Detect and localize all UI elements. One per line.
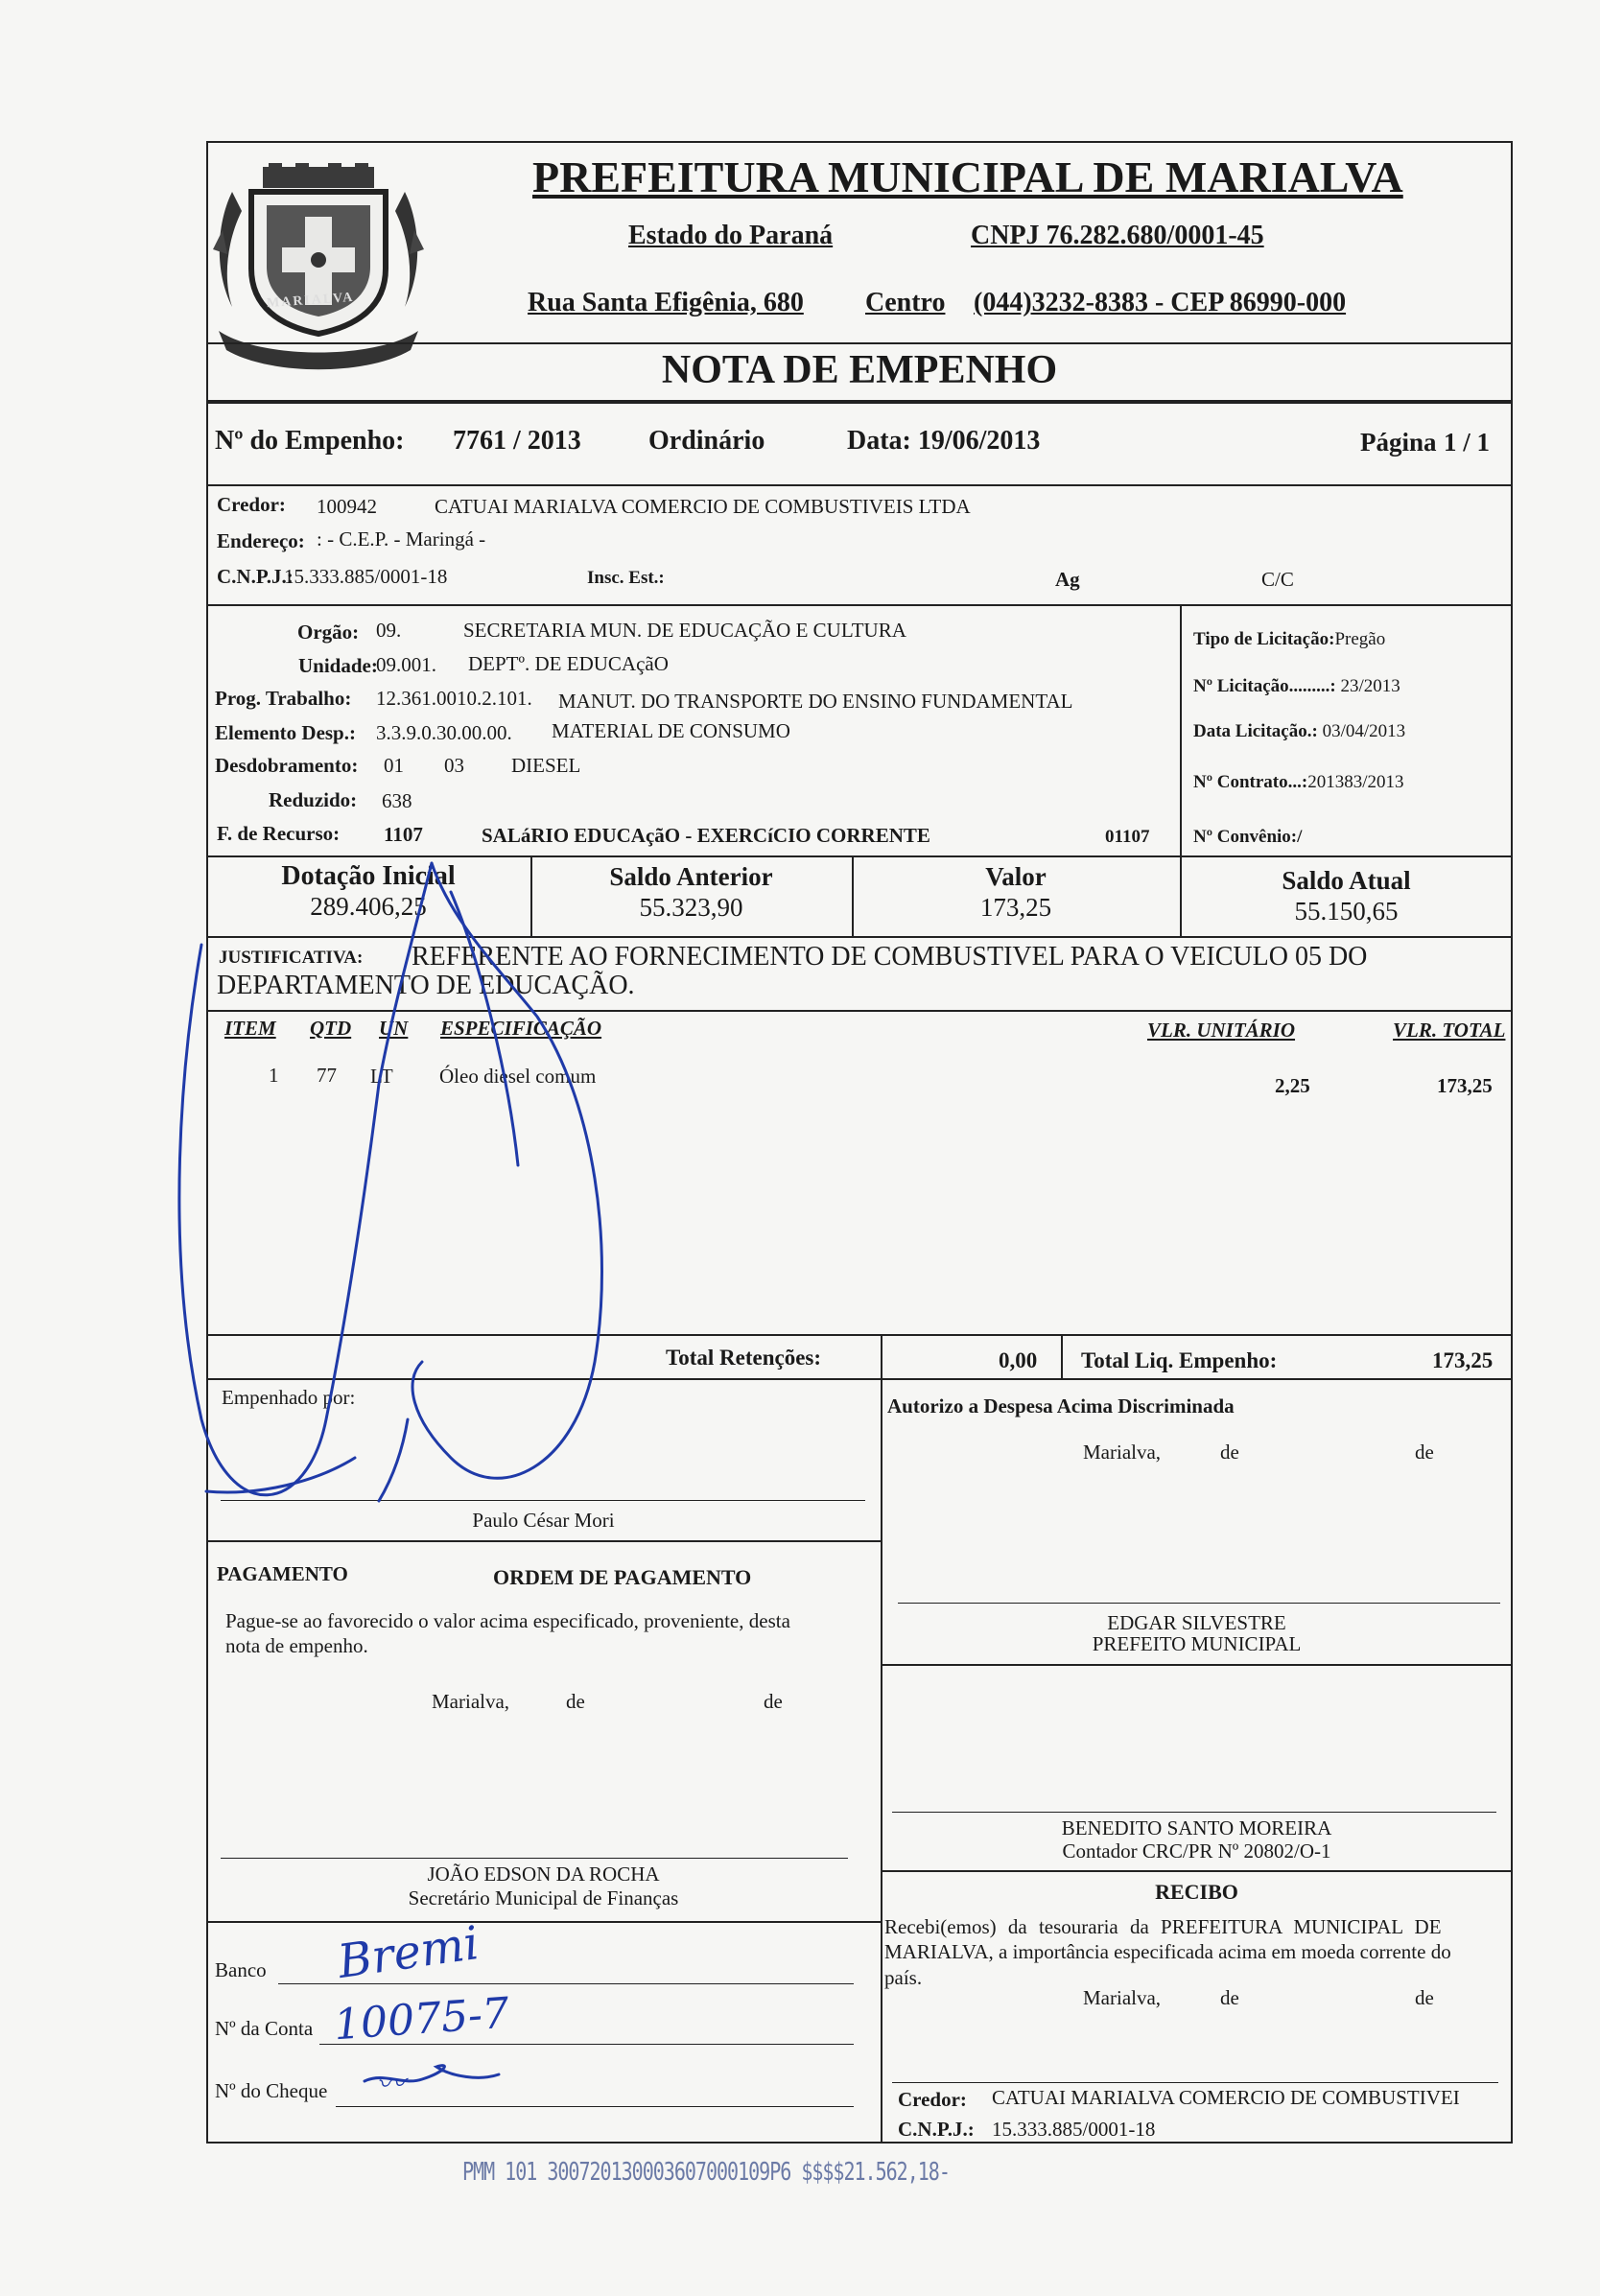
saldo-anterior-label: Saldo Anterior [609,862,773,891]
retencoes-label: Total Retenções: [666,1346,822,1370]
header-street: Rua Santa Efigênia, 680 [528,288,804,317]
prefeito-title: PREFEITO MUNICIPAL [1092,1632,1302,1655]
banco-label: Banco [215,1958,267,1981]
recurso-code: 1107 [384,823,423,846]
credor-cnpj-label: C.N.P.J.: [217,565,294,588]
recibo-credor-label: Credor: [898,2088,967,2111]
recibo-cnpj: 15.333.885/0001-18 [992,2118,1156,2141]
desdobramento-name: DIESEL [511,754,581,777]
conta-handwriting: 10075-7 [332,1988,511,2050]
recibo-title: RECIBO [1155,1880,1238,1904]
pagamento-de1: de [566,1690,585,1713]
licitacao-type: Tipo de Licitação:Pregão [1193,629,1386,649]
empenho-label: Nº do Empenho: [215,426,405,456]
unidade-label: Unidade: [298,654,378,677]
justificativa-line1: REFERENTE AO FORNECIMENTO DE COMBUSTIVEL PARA O VEICULO 05 DO [412,942,1368,972]
saldo-atual-label: Saldo Atual [1282,866,1411,895]
contador-name: BENEDITO SANTO MOREIRA [1061,1816,1332,1839]
credor-label: Credor: [217,493,286,516]
ag-label: Ag [1055,568,1080,591]
col-spec: ESPECIFICAÇÃO [440,1017,602,1040]
unidade-name: DEPTº. DE EDUCAçãO [468,652,669,675]
cheque-handwriting-scribble: 〰 [375,2067,407,2102]
liq-empenho-label: Total Liq. Empenho: [1081,1348,1278,1372]
elemento-code: 3.3.9.0.30.00.00. [376,721,512,744]
ordem-pagamento-label: ORDEM DE PAGAMENTO [493,1565,752,1589]
recibo-cnpj-label: C.N.P.J.: [898,2118,975,2141]
pagamento-marialva: Marialva, [432,1690,510,1713]
crest-ribbon-text: MARIALVA [266,290,355,312]
empenho-date: Data: 19/06/2013 [847,426,1041,456]
convenio-number: Nº Convênio:/ [1193,827,1303,847]
valor-value: 173,25 [979,893,1052,922]
recurso-name: SALáRIO EDUCAçãO - EXERCíCIO CORRENTE [482,824,930,847]
prog-code: 12.361.0010.2.101. [376,687,532,710]
justificativa-line2: DEPARTAMENTO DE EDUCAÇÃO. [217,971,635,1000]
autorizo-de2: de [1415,1441,1434,1464]
reduzido-value: 638 [382,789,412,812]
row-total-value: 173,25 [1437,1074,1493,1097]
insc-label: Insc. Est.: [587,568,665,588]
elemento-label: Elemento Desp.: [215,721,356,744]
desdobramento-a: 01 [384,754,404,777]
recibo-credor-name: CATUAI MARIALVA COMERCIO DE COMBUSTIVEI [992,2086,1460,2109]
header-district: Centro [865,288,946,317]
saldo-anterior-value: 55.323,90 [639,893,743,922]
empenho-number: 7761 / 2013 [453,426,581,456]
header-phone-cep: (044)3232-8383 - CEP 86990-000 [974,288,1347,317]
retencoes-value: 0,00 [999,1348,1038,1372]
autorizo-label: Autorizo a Despesa Acima Discriminada [887,1394,1235,1417]
dotacao-value: 289.406,25 [310,892,427,921]
unidade-code: 09.001. [376,653,436,676]
contador-title: Contador CRC/PR Nº 20802/O-1 [1062,1839,1331,1863]
recibo-line3: país. [884,1966,923,1989]
orgao-code: 09. [376,619,402,642]
row-item: 1 [269,1064,279,1087]
pagamento-de2: de [764,1690,783,1713]
valor-label: Valor [985,862,1047,891]
pague-line1: Pague-se ao favorecido o valor acima especificado, proveniente, desta [225,1609,790,1632]
recibo-de2: de [1415,1986,1434,2009]
cheque-label: Nº do Cheque [215,2079,328,2102]
recurso-label: F. de Recurso: [217,822,341,845]
empenhado-name: Paulo César Mori [472,1509,615,1532]
dotacao-label: Dotação Inicial [281,861,456,891]
licitacao-number: Nº Licitação.........: 23/2013 [1193,676,1400,696]
orgao-name: SECRETARIA MUN. DE EDUCAÇÃO E CULTURA [463,619,906,642]
row-spec: Óleo diesel comum [439,1065,597,1088]
col-unit-value: VLR. UNITÁRIO [1147,1019,1296,1042]
recibo-line2: MARIALVA, a importância especificada acima em moeda corrente do [884,1940,1451,1963]
recibo-de1: de [1220,1986,1239,2009]
justificativa-label: JUSTIFICATIVA: [219,948,364,968]
credor-name: CATUAI MARIALVA COMERCIO DE COMBUSTIVEIS LTDA [435,495,971,518]
banco-handwriting: Bremi [334,1916,482,1989]
col-item: ITEM [224,1017,276,1040]
col-un: UN [379,1017,409,1040]
recurso-number: 01107 [1105,827,1150,847]
empenho-type: Ordinário [648,426,765,456]
liq-empenho-value: 173,25 [1432,1348,1494,1372]
col-qtd: QTD [310,1017,352,1040]
licitacao-date: Data Licitação.: 03/04/2013 [1193,721,1406,741]
page-number: 1 / 1 [1444,428,1491,457]
desdobramento-b: 03 [444,754,464,777]
recibo-line1: Recebi(emos) da tesouraria da PREFEITURA MUNICIPAL DE [884,1915,1442,1938]
municipality-title: PREFEITURA MUNICIPAL DE MARIALVA [532,152,1403,201]
credor-cnpj: 15.333.885/0001-18 [284,565,448,588]
conta-label: Nº da Conta [215,2017,314,2040]
row-un: LT [370,1065,393,1088]
elemento-name: MATERIAL DE CONSUMO [552,719,790,742]
recibo-marialva: Marialva, [1083,1986,1162,2009]
address-value: : - C.E.P. - Maringá - [317,527,486,551]
header-cnpj: CNPJ 76.282.680/0001-45 [971,221,1264,250]
pague-line2: nota de empenho. [225,1634,368,1657]
secretario-title: Secretário Municipal de Finanças [408,1886,679,1909]
state-name: Estado do Paraná [628,221,834,250]
cc-label: C/C [1261,568,1294,591]
autorizo-de1: de [1220,1441,1239,1464]
col-total-value: VLR. TOTAL [1393,1019,1506,1042]
row-qtd: 77 [317,1064,337,1087]
orgao-label: Orgão: [297,621,360,644]
document-title: NOTA DE EMPENHO [661,348,1058,392]
saldo-atual-value: 55.150,65 [1294,897,1399,925]
empenhado-label: Empenhado por: [222,1386,356,1409]
prefeito-name: EDGAR SILVESTRE [1107,1611,1286,1634]
page-label: Página [1360,428,1437,457]
autorizo-marialva: Marialva, [1083,1441,1162,1464]
prog-name: MANUT. DO TRANSPORTE DO ENSINO FUNDAMENTAL [558,690,1073,713]
pagamento-label: PAGAMENTO [217,1562,348,1585]
mechanical-stamp: PMM 101 300720130003607000109P6 $$$$21.562,18- [462,2156,950,2187]
credor-code: 100942 [317,495,377,518]
contrato-number: Nº Contrato...:201383/2013 [1193,772,1404,792]
address-label: Endereço: [217,529,305,552]
desdobramento-label: Desdobramento: [215,754,359,777]
secretario-name: JOÃO EDSON DA ROCHA [427,1863,660,1886]
prog-label: Prog. Trabalho: [215,687,352,710]
row-unit-value: 2,25 [1275,1074,1310,1097]
reduzido-label: Reduzido: [269,788,358,811]
